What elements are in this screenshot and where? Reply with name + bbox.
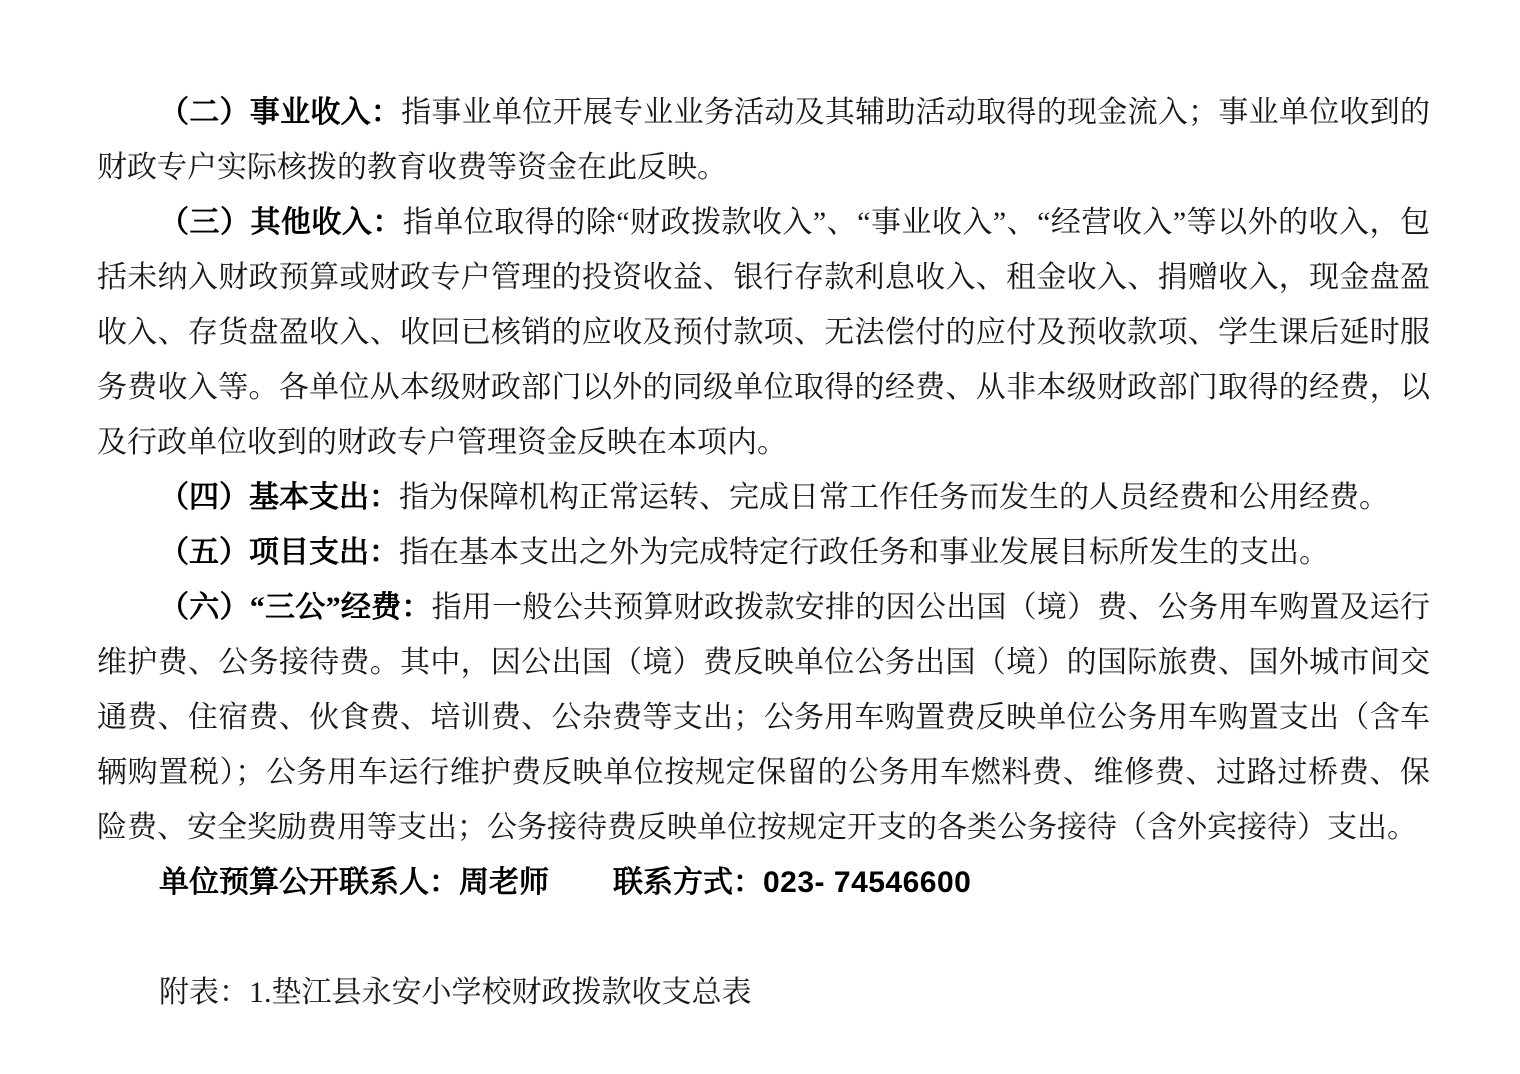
paragraph-body: 指事业单位开展专业业务活动及其辅助活动取得的现金流入；事业单位收到的财政专户实际核拨的教育收费等资金在此反映。 xyxy=(97,96,1431,184)
paragraph-body: 指单位取得的除“财政拨款收入”、“事业收入”、“经营收入”等以外的收入，包括未纳入财政预算或财政专户管理的投资收益、银行存款利息收入、租金收入、捐赠收入，现金盘盈收入、存货盘盈收入、收回已核销的应收及预付款项、无法偿付的应付及预收款项、学生课后延时服务费收入等。各单位从本级财政部门以外的同级单位取得的经费、从非本级财政部门取得的经费，以及行政单位收到的财政专户管理资金反映在本项内。 xyxy=(97,206,1430,459)
paragraph-body: 指在基本支出之外为完成特定行政任务和事业发展目标所发生的支出。 xyxy=(399,536,1329,569)
paragraph-heading: （二）事业收入： xyxy=(159,96,402,129)
contact-person-label: 单位预算公开联系人：周老师 xyxy=(159,866,549,899)
contact-phone-number: 023- 74546600 xyxy=(763,866,972,899)
paragraph-heading: （三）其他收入： xyxy=(159,206,403,239)
paragraph-heading: （六）“三公”经费： xyxy=(159,591,432,624)
contact-line xyxy=(97,855,1430,910)
paragraph-basic-expenditure xyxy=(97,470,1430,525)
paragraph-heading: （五）项目支出： xyxy=(159,536,399,569)
document-page xyxy=(97,85,1430,1020)
paragraph-heading: （四）基本支出： xyxy=(159,481,399,514)
paragraph-body: 指用一般公共预算财政拨款安排的因公出国（境）费、公务用车购置及运行维护费、公务接待费。其中，因公出国（境）费反映单位公务出国（境）的国际旅费、国外城市间交通费、住宿费、伙食费、培训费、公杂费等支出；公务用车购置费反映单位公务用车购置支出（含车辆购置税）；公务用车运行维护费反映单位按规定保留的公务用车燃料费、维修费、过路过桥费、保险费、安全奖励费用等支出；公务接待费反映单位按规定开支的各类公务接待（含外宾接待）支出。 xyxy=(97,591,1431,844)
paragraph-body: 指为保障机构正常运转、完成日常工作任务而发生的人员经费和公用经费。 xyxy=(399,481,1389,514)
paragraph-three-public-funds xyxy=(97,580,1430,855)
paragraph-business-income xyxy=(97,85,1430,195)
appendix-line: 附表：1.垫江县永安小学校财政拨款收支总表 xyxy=(159,976,752,1009)
paragraph-project-expenditure xyxy=(97,525,1430,580)
paragraph-other-income xyxy=(97,195,1430,470)
contact-method-label: 联系方式： xyxy=(613,866,763,899)
